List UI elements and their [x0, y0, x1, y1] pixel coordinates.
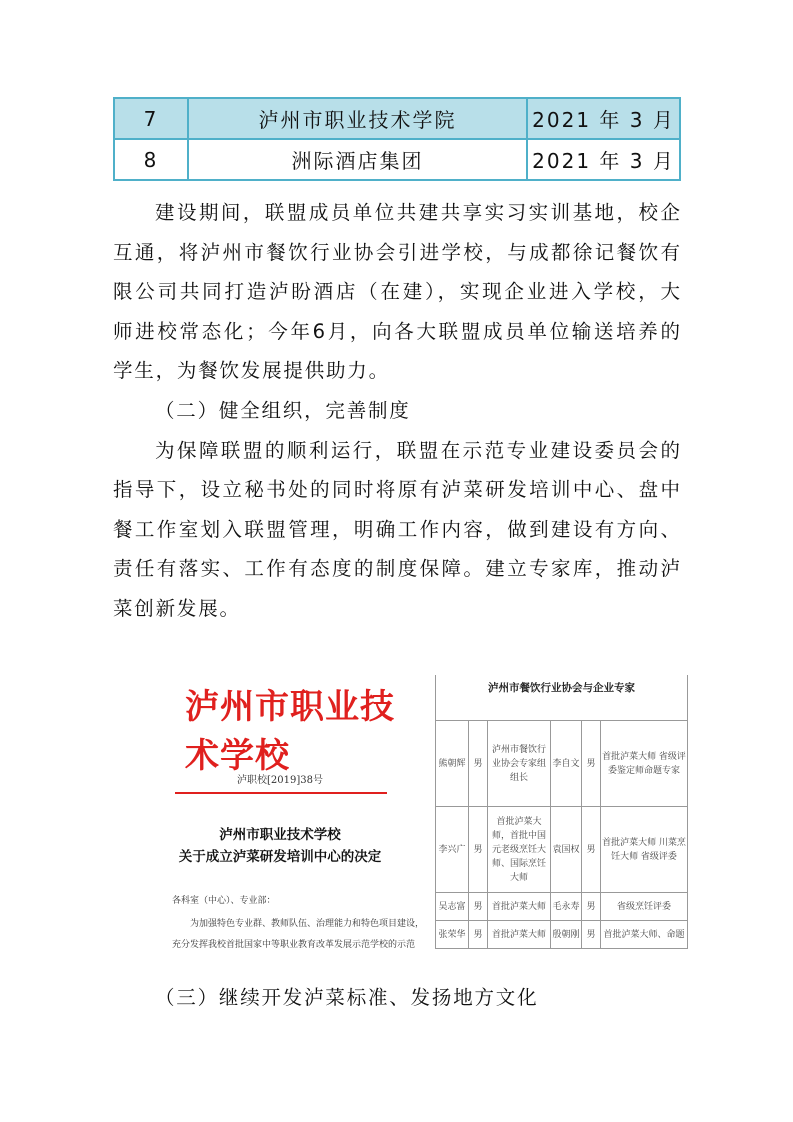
cell: 男 [469, 921, 488, 949]
cell: 吴志富 [436, 893, 469, 921]
doc-subtitle: 关于成立泸菜研发培训中心的决定 [178, 849, 382, 865]
cell: 袁国权 [551, 807, 582, 893]
table-row [114, 98, 680, 139]
doc-title: 泸州市职业技术学校 [219, 827, 341, 843]
cell: 男 [582, 893, 601, 921]
text-line: 指导下，设立秘书处的同时将原有泸菜研发培训中心、盘中 [113, 478, 680, 502]
cell: 男 [582, 807, 601, 893]
cell: 首批泸菜大师、命题 [601, 921, 688, 949]
cell: 泸州市餐饮行业协会专家组组长 [488, 721, 551, 807]
cell: 首批泸菜大师，首批中国元老级烹饪大师、国际烹饪大师 [488, 807, 551, 893]
section-heading: （三）继续开发泸菜标准、发扬地方文化 [155, 986, 539, 1009]
text-line: 责任有落实、工作有态度的制度保障。建立专家库，推动泸 [113, 557, 680, 581]
doc-body-line: 充分发挥我校首批国家中等职业教育改革发展示范学校的示范 [172, 940, 416, 950]
expert-table-title: 泸州市餐饮行业协会与企业专家 [436, 675, 688, 721]
doc-body-line: 为加强特色专业群、教师队伍、治理能力和特色项目建设， [172, 919, 425, 929]
cell: 殷朝刚 [551, 921, 582, 949]
red-divider [175, 792, 387, 794]
cell: 首批泸菜大师 川菜烹饪大师 省级评委 [601, 807, 688, 893]
document-number: 泸职校[2019]38号 [237, 775, 323, 786]
expert-table [435, 675, 688, 949]
text-line: 学生，为餐饮发展提供助力。 [113, 359, 390, 383]
text-line: 为保障联盟的顺利运行，联盟在示范专业建设委员会的 [155, 438, 680, 462]
unit-name: 泸州市职业技术学院 [188, 98, 527, 139]
text-line: 建设期间，联盟成员单位共建共享实习实训基地，校企 [155, 201, 680, 224]
expert-list-image [435, 675, 691, 955]
table-row [436, 893, 688, 921]
cell: 男 [582, 721, 601, 807]
cell: 李兴广 [436, 807, 469, 893]
text-line: 师进校常态化；今年6月，向各大联盟成员单位输送培养的 [113, 319, 680, 343]
cell: 李自文 [551, 721, 582, 807]
cell: 毛永寿 [551, 893, 582, 921]
cell: 男 [469, 721, 488, 807]
row-number: 7 [114, 98, 188, 139]
section-heading: （二）健全组织，完善制度 [155, 398, 411, 422]
cell: 男 [582, 921, 601, 949]
section-three [113, 978, 680, 1018]
text-line: 餐工作室划入联盟管理，明确工作内容，做到建设有方向、 [113, 517, 680, 541]
cell: 省级烹饪评委 [601, 893, 688, 921]
row-number: 8 [114, 139, 188, 180]
cell: 首批泸菜大师 [488, 893, 551, 921]
table-row [436, 921, 688, 949]
decision-document-image [170, 665, 426, 961]
cell: 熊朝辉 [436, 721, 469, 807]
join-date: 2021 年 3 月 [527, 98, 680, 139]
text-line: 限公司共同打造泸盼酒店（在建），实现企业进入学校，大 [113, 280, 680, 304]
cell: 张荣华 [436, 921, 469, 949]
cell: 首批泸菜大师 省级评委鉴定师命题专家 [601, 721, 688, 807]
table-row [114, 139, 680, 180]
cell: 男 [469, 807, 488, 893]
text-line: 菜创新发展。 [113, 596, 241, 620]
unit-name: 洲际酒店集团 [188, 139, 527, 180]
cell: 男 [469, 893, 488, 921]
text-line: 互通，将泸州市餐饮行业协会引进学校，与成都徐记餐饮有 [113, 240, 680, 264]
red-header: 泸州市职业技术学校 [185, 687, 395, 776]
doc-body-line: 各科室（中心）、专业部： [172, 896, 276, 906]
table-row [436, 807, 688, 893]
join-date: 2021 年 3 月 [527, 139, 680, 180]
member-units-table [113, 97, 681, 181]
paragraph-construction [113, 193, 680, 629]
table-row [436, 721, 688, 807]
cell: 首批泸菜大师 [488, 921, 551, 949]
